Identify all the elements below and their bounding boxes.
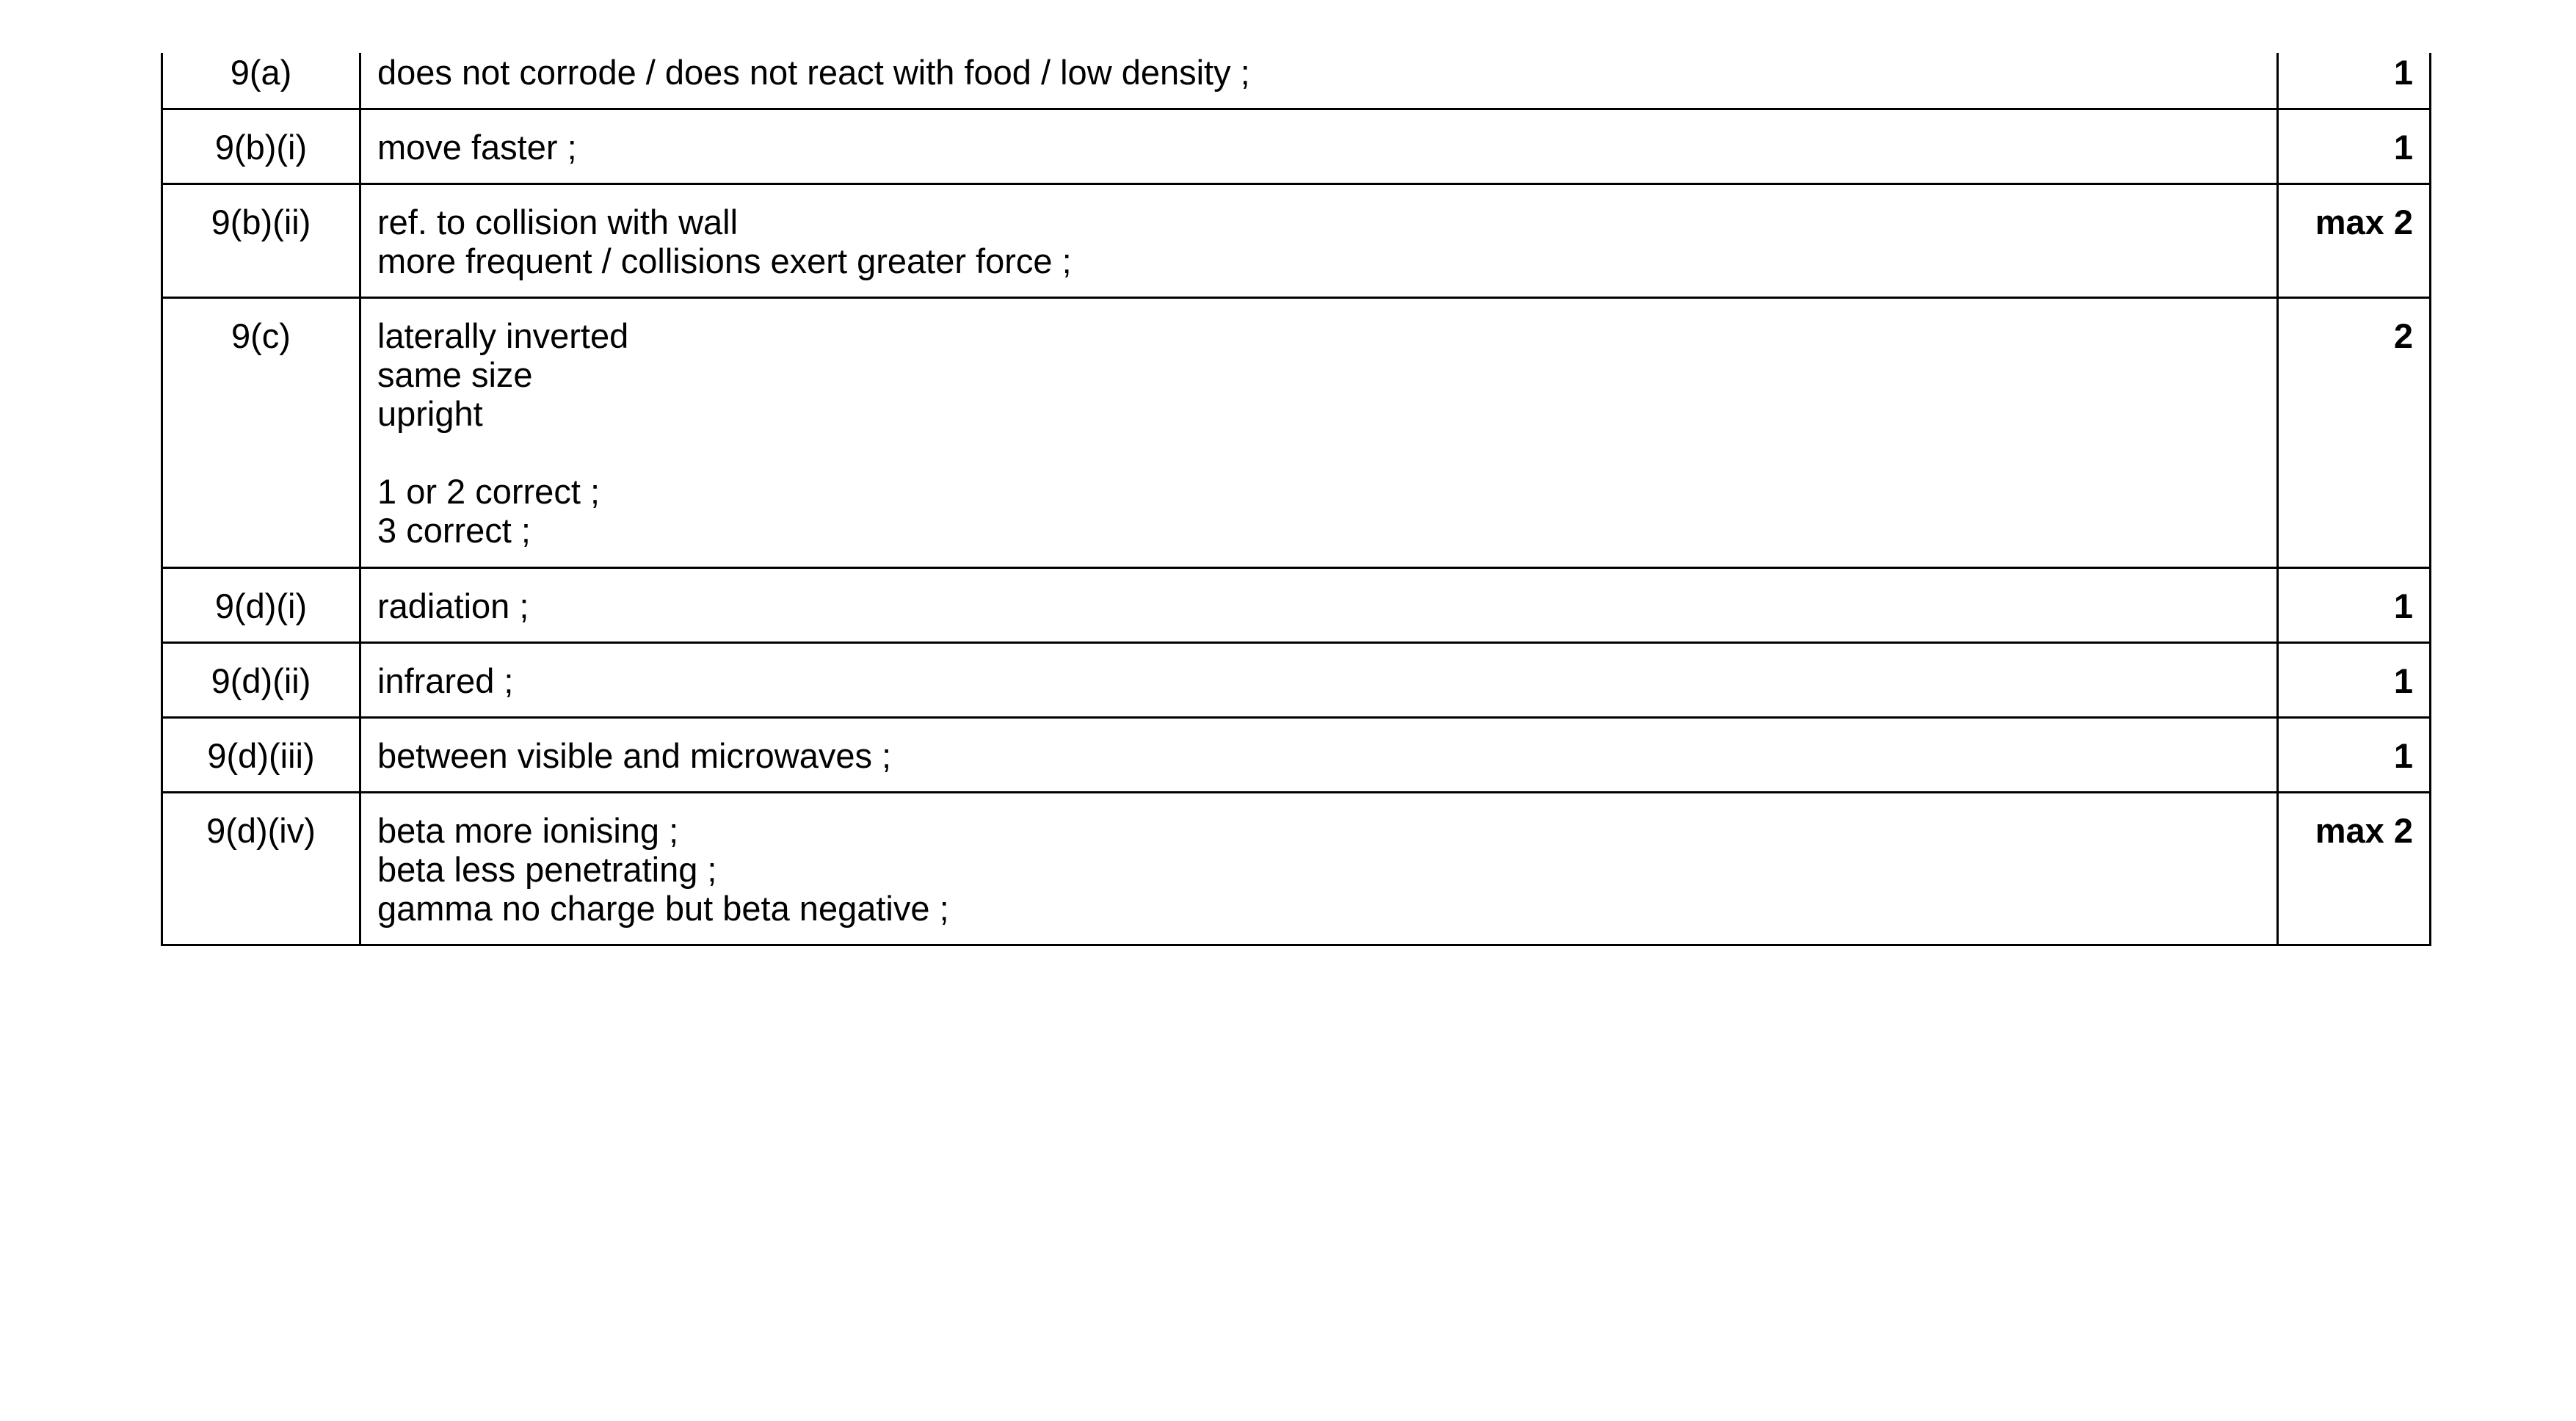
answer-cell: [360, 53, 2278, 109]
table-row: [162, 718, 2431, 793]
answer-line: same size: [377, 355, 533, 394]
table-row: [162, 109, 2431, 184]
answer-cell: [360, 793, 2278, 945]
answer-line: beta less penetrating ;: [377, 850, 717, 889]
answer-cell: [360, 109, 2278, 184]
answer-line: more frequent / collisions exert greater force ;: [377, 241, 1072, 280]
marks-cell: max 2: [2278, 793, 2431, 945]
question-cell: 9(d)(iv): [162, 793, 360, 945]
answer-cell: [360, 298, 2278, 568]
marks-cell: 1: [2278, 643, 2431, 718]
marks-cell: 2: [2278, 298, 2431, 568]
answer-line: beta more ionising ;: [377, 811, 679, 850]
question-cell: 9(d)(ii): [162, 643, 360, 718]
table-row: [162, 568, 2431, 643]
question-cell: 9(d)(iii): [162, 718, 360, 793]
answer-line: upright: [377, 394, 483, 433]
answer-line: gamma no charge but beta negative ;: [377, 889, 949, 928]
table-row: [162, 643, 2431, 718]
question-cell: 9(c): [162, 298, 360, 568]
question-cell: 9(b)(i): [162, 109, 360, 184]
answer-line: laterally inverted: [377, 316, 629, 355]
table-row: [162, 53, 2431, 109]
question-cell: 9(b)(ii): [162, 184, 360, 298]
table-row: [162, 298, 2431, 568]
answer-line: radiation ;: [377, 586, 529, 625]
question-cell: 9(d)(i): [162, 568, 360, 643]
marks-cell: 1: [2278, 568, 2431, 643]
answer-cell: [360, 718, 2278, 793]
answer-line: 3 correct ;: [377, 511, 531, 550]
question-cell: 9(a): [162, 53, 360, 109]
answer-cell: [360, 568, 2278, 643]
marks-cell: 1: [2278, 53, 2431, 109]
answer-cell: [360, 643, 2278, 718]
marks-cell: max 2: [2278, 184, 2431, 298]
mark-scheme-body: [162, 53, 2431, 945]
marks-cell: 1: [2278, 109, 2431, 184]
answer-line: does not corrode / does not react with food / low density ;: [377, 53, 1250, 92]
answer-line: infrared ;: [377, 661, 514, 700]
answer-line: 1 or 2 correct ;: [377, 472, 600, 511]
answer-cell: [360, 184, 2278, 298]
table-row: [162, 793, 2431, 945]
answer-line: between visible and microwaves ;: [377, 736, 892, 775]
table-row: [162, 184, 2431, 298]
answer-line: ref. to collision with wall: [377, 203, 739, 241]
mark-scheme-table: [161, 53, 2431, 946]
answer-line: move faster ;: [377, 128, 577, 167]
marks-cell: 1: [2278, 718, 2431, 793]
answer-gap: [377, 433, 2269, 472]
